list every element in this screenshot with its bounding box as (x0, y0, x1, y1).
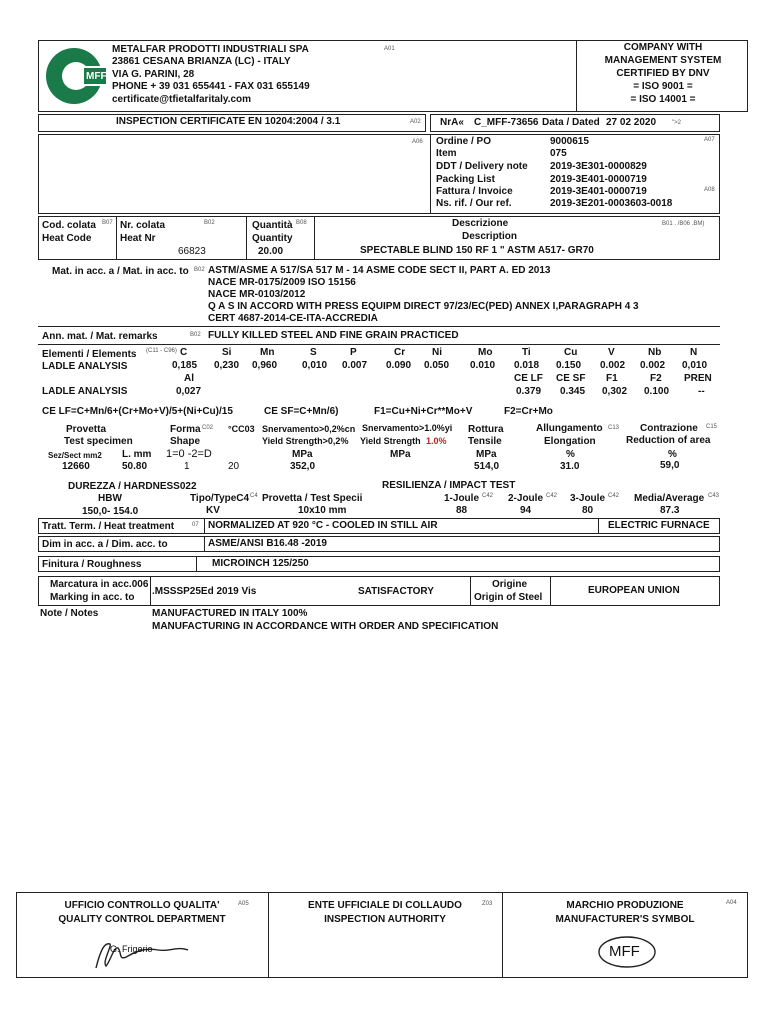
order-value-3: 2019-3E401-0000719 (550, 174, 647, 185)
code-b02c: B02 (190, 332, 201, 338)
element-s: S (310, 347, 317, 358)
tensile-value: 514,0 (474, 461, 500, 472)
code-z03: Z03 (482, 901, 493, 907)
quantita: Quantità (252, 220, 293, 231)
origin-label: Origin of Steel (474, 592, 543, 603)
ia-title-it: ENTE UFFICIALE DI COLLAUDO (308, 900, 462, 911)
order-value-0: 9000615 (550, 136, 589, 147)
code-d07: 07 (192, 522, 199, 528)
j2-label: 2-Joule (508, 493, 544, 504)
order-label-0: Ordine / PO (436, 136, 492, 147)
code-b02: B02 (204, 220, 215, 226)
code-c015: C15 (706, 424, 718, 430)
shape-value: 1 (184, 461, 190, 472)
heat-code: Heat Code (42, 233, 92, 244)
resilienza: RESILIENZA / IMPACT TEST (382, 480, 516, 491)
ce-lf-value: 0.379 (516, 386, 542, 397)
allungamento: Allungamento (536, 423, 603, 434)
snerv-02-en: Yield Strength>0,2% (262, 436, 349, 446)
description-label: Description (462, 231, 518, 242)
ce-sf-value: 0.345 (560, 386, 586, 397)
order-value-1: 075 (550, 148, 567, 159)
cert-line-3: CERTIFIED BY DNV (616, 68, 710, 79)
code-b01: B01 . /B06 .BM) (662, 221, 705, 227)
descrizione: Descrizione (452, 218, 509, 229)
cod-colata: Cod. colata (42, 220, 96, 231)
marking-label-1: Marcatura in acc.006 (50, 579, 149, 590)
marking-label-2: Marking in acc. to (50, 592, 135, 603)
provetta-test: Provetta / Test Specii (262, 493, 363, 504)
snerv-10-pct: 1.0% (426, 436, 447, 446)
sub-label-al: Al (184, 373, 194, 384)
date-label: Data / Dated (542, 117, 600, 128)
qc-title-en: QUALITY CONTROL DEPARTMENT (58, 914, 226, 925)
element-ti: Ti (522, 347, 531, 358)
code-row: 1=0 -2=D (166, 448, 212, 460)
code-c042c: C42 (608, 493, 620, 499)
formula-f1: F1=Cu+Ni+Cr**Mo+V (374, 406, 473, 417)
temp-value: 20 (228, 461, 240, 472)
value-n: 0,010 (682, 360, 708, 371)
heat-nr: Heat Nr (120, 233, 156, 244)
value-ti: 0.018 (514, 360, 540, 371)
formula-ce-sf: CE SF=C+Mn/6) (264, 406, 339, 417)
tipo-label: Tipo/TypeC4 (190, 493, 250, 504)
code-a04: A04 (726, 900, 737, 906)
marking-value: .MSSSP25Ed 2019 Vis (152, 586, 257, 597)
code-a06: A06 (412, 139, 423, 145)
remarks-value: FULLY KILLED STEEL AND FINE GRAIN PRACTICED (208, 330, 459, 341)
code-c042b: C42 (546, 493, 558, 499)
cert-line-2: MANAGEMENT SYSTEM (604, 55, 722, 66)
kv-label: KV (206, 505, 220, 516)
company-name: METALFAR PRODOTTI INDUSTRIALI SPA (112, 44, 309, 55)
company-address: 23861 CESANA BRIANZA (LC) - ITALY (112, 56, 291, 67)
formula-ce-lf: CE LF=C+Mn/6+(Cr+Mo+V)/5+(Ni+Cu)/15 (42, 406, 233, 417)
material-line-1: NACE MR-0175/2009 ISO 15156 (208, 277, 356, 288)
cert-number-label: NrA« (440, 117, 464, 128)
element-v: V (608, 347, 615, 358)
code-a08: A08 (704, 187, 715, 193)
ia-title-en: INSPECTION AUTHORITY (324, 914, 446, 925)
origine-label: Origine (492, 579, 528, 590)
code-c01: (C11 - C96) (146, 348, 177, 354)
quantity-value: 20.00 (258, 246, 284, 257)
j3-value: 80 (582, 505, 594, 516)
mark-title-en: MANUFACTURER'S SYMBOL (555, 914, 695, 925)
dimension-label: Dim in acc. a / Dim. acc. to (42, 539, 168, 550)
snerv-10-it: Snervamento>1.0%yi (362, 423, 453, 433)
element-p: P (350, 347, 357, 358)
element-ni: Ni (432, 347, 442, 358)
mpa-3: MPa (476, 449, 497, 460)
element-mn: Mn (260, 347, 275, 358)
durezza: DUREZZA / HARDNESS022 (68, 481, 197, 492)
description-value: SPECTABLE BLIND 150 RF 1 " ASTM A517- GR70 (360, 245, 594, 256)
elongation: Elongation (544, 436, 596, 447)
al-value: 0,027 (176, 386, 202, 397)
inspection-cert-title: INSPECTION CERTIFICATE EN 10204:2004 / 3.1 (116, 116, 341, 127)
order-label-5: Ns. rif. / Our ref. (436, 198, 512, 209)
value-cu: 0.150 (556, 360, 582, 371)
cert-number-value: C_MFF-73656 (474, 117, 539, 128)
treatment-value: NORMALIZED AT 920 °C - COOLED IN STILL AIR (208, 520, 438, 531)
date-value: 27 02 2020 (606, 117, 657, 128)
signature-name: G. Frigerio (110, 944, 153, 954)
reduction-value: 59,0 (660, 460, 680, 471)
cert-line-5: = ISO 14001 = (630, 94, 696, 105)
element-cr: Cr (394, 347, 406, 358)
f2-value: 0.100 (644, 386, 670, 397)
j1-value: 88 (456, 505, 468, 516)
element-n: N (690, 347, 698, 358)
element-si: Si (222, 347, 232, 358)
code-a02: A02 (410, 119, 421, 125)
contrazione: Contrazione (640, 423, 698, 434)
sez-label: Sez/Sect mm2 (48, 451, 102, 460)
order-value-5: 2019-3E201-0003603-0018 (550, 198, 673, 209)
tensile-label: Tensile (468, 436, 502, 447)
origin-value: EUROPEAN UNION (588, 585, 680, 596)
l-value: 50.80 (122, 461, 148, 472)
order-label-1: Item (436, 148, 457, 159)
sub-label-f2: F2 (650, 373, 662, 384)
notes-line-2: MANUFACTURING IN ACCORDANCE WITH ORDER AND SPECIFICATION (152, 621, 499, 632)
forma: Forma (170, 424, 201, 435)
treatment-label: Tratt. Term. / Heat treatment (42, 521, 175, 532)
cc03: °CC03 (228, 424, 255, 434)
material-line-2: NACE MR-0103/2012 (208, 289, 306, 300)
sez-value: 12660 (62, 461, 90, 472)
yield-value: 352,0 (290, 461, 316, 472)
element-nb: Nb (648, 347, 662, 358)
avg-label: Media/Average (634, 493, 705, 504)
code-c02: C02 (202, 425, 214, 431)
element-c: C (180, 347, 188, 358)
sub-label-f1: F1 (606, 373, 618, 384)
hbw-label: HBW (98, 493, 122, 504)
material-label: Mat. in acc. a / Mat. in acc. to (52, 266, 189, 277)
code-c013: C13 (608, 425, 620, 431)
value-nb: 0.002 (640, 360, 666, 371)
order-value-2: 2019-3E301-0000829 (550, 161, 647, 172)
marking-result: SATISFACTORY (358, 586, 434, 597)
signature (88, 932, 198, 976)
value-s: 0,010 (302, 360, 328, 371)
value-c: 0,185 (172, 360, 198, 371)
company-phone: PHONE + 39 031 655441 - FAX 031 655149 (112, 81, 310, 92)
element-cu: Cu (564, 347, 578, 358)
snerv-02-it: Snervamento>0,2%cn (262, 424, 356, 434)
order-value-4: 2019-3E401-0000719 (550, 186, 647, 197)
pren-value: -- (698, 386, 705, 397)
notes-label: Note / Notes (40, 608, 99, 619)
order-label-4: Fattura / Invoice (436, 186, 513, 197)
furnace-value: ELECTRIC FURNACE (608, 520, 710, 531)
cert-line-4: = ISO 9001 = (633, 81, 693, 92)
value-v: 0.002 (600, 360, 626, 371)
code-c042a: C42 (482, 493, 494, 499)
company-logo (42, 44, 108, 108)
value-si: 0,230 (214, 360, 240, 371)
lmm-label: L. mm (122, 449, 152, 460)
f1-value: 0,302 (602, 386, 628, 397)
code-b07: B07 (102, 220, 113, 226)
finish-label: Finitura / Roughness (42, 559, 142, 570)
material-line-4: CERT 4687-2014-CE-ITA-ACCREDIA (208, 313, 378, 324)
j1-label: 1-Joule (444, 493, 480, 504)
j3-label: 3-Joule (570, 493, 606, 504)
dimension-value: ASME/ANSI B16.48 -2019 (208, 538, 327, 549)
formula-f2: F2=Cr+Mo (504, 406, 553, 417)
value-mo: 0.010 (470, 360, 496, 371)
code-c043: C43 (708, 493, 720, 499)
qc-title-it: UFFICIO CONTROLLO QUALITA' (64, 900, 220, 911)
reduction-area: Reduction of area (626, 435, 711, 446)
remarks-label: Ann. mat. / Mat. remarks (42, 331, 158, 342)
notes-line-1: MANUFACTURED IN ITALY 100% (152, 608, 308, 619)
cert-line-1: COMPANY WITH (623, 42, 703, 53)
quantity-label: Quantity (252, 233, 293, 244)
order-label-2: DDT / Delivery note (436, 161, 528, 172)
material-line-0: ASTM/ASME A 517/SA 517 M - 14 ASME CODE SECT II, PART A. ED 2013 (208, 265, 551, 276)
test-specimen: Test specimen (64, 436, 133, 447)
rottura: Rottura (468, 424, 504, 435)
elements-label: Elementi / Elements (42, 349, 137, 360)
sub-label-pren: PREN (684, 373, 712, 384)
shape: Shape (170, 436, 201, 447)
code-b08: B08 (296, 220, 307, 226)
pct-1: % (566, 449, 575, 460)
ladle-analysis-1: LADLE ANALYSIS (42, 361, 128, 372)
elongation-value: 31.0 (560, 461, 580, 472)
sub-label-ce-lf: CE LF (514, 373, 543, 384)
code-c040: C4 (250, 493, 258, 499)
manufacturer-symbol (596, 934, 658, 970)
code-a05: A05 (238, 901, 249, 907)
mark-title-it: MARCHIO PRODUZIONE (566, 900, 684, 911)
pct-2: % (668, 449, 677, 460)
provetta: Provetta (66, 424, 107, 435)
order-label-3: Packing List (436, 174, 495, 185)
logo-text: MFF (86, 71, 107, 82)
snerv-10-en: Yield Strength (360, 436, 421, 446)
nr-colata: Nr. colata (120, 220, 166, 231)
company-email: certificate@tfietalfaritaly.com (112, 94, 252, 105)
value-p: 0.007 (342, 360, 368, 371)
value-cr: 0.090 (386, 360, 412, 371)
j2-value: 94 (520, 505, 532, 516)
value-ni: 0.050 (424, 360, 450, 371)
sub-label-ce-sf: CE SF (556, 373, 586, 384)
code-a01: A01 (384, 46, 395, 52)
code-b02b: B02 (194, 267, 205, 273)
value-mn: 0,960 (252, 360, 278, 371)
heat-nr-value: 66823 (178, 246, 206, 257)
element-mo: Mo (478, 347, 493, 358)
finish-value: MICROINCH 125/250 (212, 558, 309, 569)
manufacturer-symbol-text: MFF (609, 943, 640, 960)
avg-value: 87.3 (660, 505, 680, 516)
size-value: 10x10 mm (298, 505, 347, 516)
code-a07: A07 (704, 137, 715, 143)
hbw-value: 150,0- 154.0 (82, 506, 139, 517)
date-suffix: ">2 (672, 120, 681, 126)
company-street: VIA G. PARINI, 28 (112, 69, 195, 80)
mpa-1: MPa (292, 449, 313, 460)
mpa-2: MPa (390, 449, 411, 460)
material-line-3: Q A S IN ACCORD WITH PRESS EQUIPM DIRECT 97/23/EC(PED) ANNEX I,PARAGRAPH 4 3 (208, 301, 639, 312)
ladle-analysis-2: LADLE ANALYSIS (42, 386, 128, 397)
